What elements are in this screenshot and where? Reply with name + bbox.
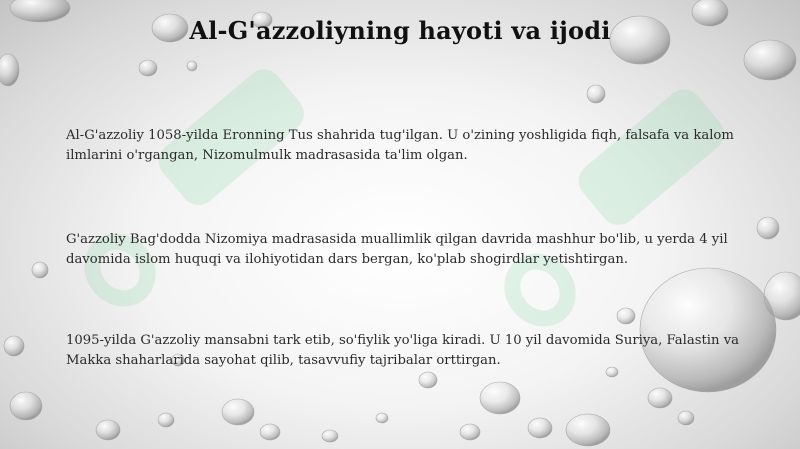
paragraph-birth-education: Al-G'azzoliy 1058-yilda Eronning Tus shahrida tug'ilgan. U o'zining yoshligida fiqh, falsafa va kalom ilmlarini o'rgangan, Nizomulmulk madrasasida ta'lim olgan. bbox=[66, 128, 734, 163]
paragraph-sufi-travels: 1095-yilda G'azzoliy mansabni tark etib, so'fiylik yo'liga kiradi. U 10 yil davomida Suriya, Falastin va Makka shaharlarida sayohat qilib, tasavvufiy tajribalar orttirgan. bbox=[66, 333, 740, 368]
paragraph-baghdad-teaching: G'azzoliy Bag'dodda Nizomiya madrasasida muallimlik qilgan davrida mashhur bo'lib, u yerda 4 yil davomida islom huquqi va ilohiyotidan dars bergan, ko'plab shogirdlar yetishtirgan. bbox=[66, 232, 728, 267]
slide-title: Al-G'azzoliyning hayoti va ijodi bbox=[189, 16, 611, 45]
